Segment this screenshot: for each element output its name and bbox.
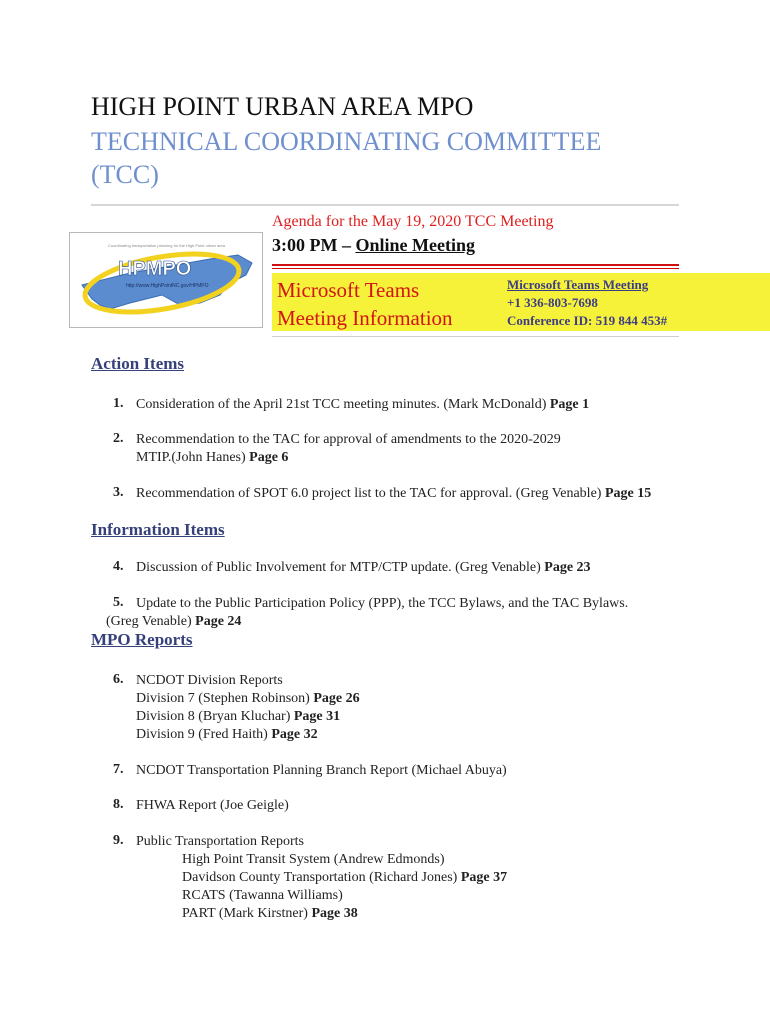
- agenda-date-line: Agenda for the May 19, 2020 TCC Meeting: [272, 213, 554, 230]
- transit-report-2: Davidson County Transportation (Richard Jones): [182, 870, 458, 885]
- division-7: Division 7 (Stephen Robinson): [136, 691, 310, 706]
- teams-conference-id: Conference ID: 519 844 453#: [507, 313, 668, 328]
- page-ref: Page 15: [604, 486, 652, 501]
- item-text-line-2: MTIP.(John Hanes): [136, 450, 246, 465]
- item-number: 3.: [113, 485, 124, 500]
- section-action-items: Action Items: [91, 354, 185, 373]
- item-number: 8.: [113, 797, 124, 812]
- item-text: Discussion of Public Involvement for MTP/CTP update. (Greg Venable): [136, 560, 541, 575]
- agenda-item-5: [106, 595, 756, 631]
- meeting-time: 3:00 PM –: [272, 235, 351, 255]
- section-information-items: Information Items: [91, 520, 225, 539]
- title-line-2: TECHNICAL COORDINATING COMMITTEE: [91, 127, 602, 156]
- item-text: Recommendation of SPOT 6.0 project list to the TAC for approval. (Greg Venable): [136, 486, 602, 501]
- item-title: Public Transportation Reports: [136, 834, 305, 849]
- logo-text: HPMPO: [118, 258, 192, 280]
- division-9: Division 9 (Fred Haith): [136, 727, 268, 742]
- teams-title: [277, 276, 497, 332]
- logo-tagline: Coordinating transportation planning for the High Point urban area: [108, 243, 225, 248]
- page-ref: Page 32: [271, 727, 318, 742]
- page-ref: Page 23: [544, 560, 591, 575]
- item-number: 7.: [113, 762, 124, 777]
- section-mpo-reports: MPO Reports: [91, 630, 193, 649]
- division-8: Division 8 (Bryan Kluchar): [136, 709, 291, 724]
- logo-url: http://www.HighPointNC.gov/HPMPO: [126, 283, 209, 289]
- nc-state-map-icon: [70, 233, 262, 327]
- teams-divider: [272, 336, 679, 337]
- red-divider-1: [272, 264, 679, 266]
- item-number: 1.: [113, 396, 124, 411]
- title-line-3: (TCC): [91, 160, 159, 189]
- transit-report-3: RCATS (Tawanna Williams): [182, 888, 343, 903]
- item-title: NCDOT Division Reports: [136, 673, 283, 688]
- agenda-item-2: [136, 431, 736, 467]
- teams-info-box: [272, 273, 770, 331]
- transit-report-1: High Point Transit System (Andrew Edmonds): [182, 852, 445, 867]
- page-ref: Page 26: [313, 691, 360, 706]
- red-divider-2: [272, 268, 679, 269]
- meeting-time-line: [272, 235, 475, 256]
- item-text-line-1: Recommendation to the TAC for approval of amendments to the 2020-2029: [136, 432, 561, 447]
- agenda-item-7: NCDOT Transportation Planning Branch Report (Michael Abuya): [136, 763, 507, 778]
- item-number: 2.: [113, 431, 124, 446]
- agenda-item-3: [136, 485, 756, 503]
- teams-title-line-2: Meeting Information: [277, 306, 453, 330]
- page-ref: Page 24: [195, 614, 242, 629]
- agenda-item-9: [136, 833, 736, 923]
- teams-phone: +1 336-803-7698: [507, 295, 598, 310]
- page-ref: Page 31: [293, 709, 341, 724]
- agenda-item-8: FHWA Report (Joe Geigle): [136, 798, 289, 813]
- item-number: 5.: [113, 595, 124, 610]
- hpmpo-logo: [69, 232, 263, 328]
- item-number: 6.: [113, 672, 124, 687]
- item-text-line-1: Update to the Public Participation Policy (PPP), the TCC Bylaws, and the TAC Bylaws.: [136, 596, 629, 611]
- page-ref: Page 1: [549, 397, 590, 412]
- teams-meeting-link[interactable]: Microsoft Teams Meeting: [507, 277, 649, 292]
- header-divider: [91, 204, 679, 206]
- teams-details: [507, 276, 667, 330]
- page-ref: Page 6: [249, 450, 289, 465]
- agenda-item-1: [136, 396, 756, 414]
- meeting-location: Online Meeting: [355, 235, 475, 255]
- item-text-line-2: (Greg Venable): [106, 614, 192, 629]
- agenda-item-4: [136, 559, 756, 577]
- title-line-1: HIGH POINT URBAN AREA MPO: [91, 92, 474, 121]
- item-number: 9.: [113, 833, 124, 848]
- item-number: 4.: [113, 559, 124, 574]
- transit-report-4: PART (Mark Kirstner): [182, 906, 308, 921]
- item-text: Consideration of the April 21st TCC meeting minutes. (Mark McDonald): [136, 397, 547, 412]
- page-ref: Page 38: [311, 906, 358, 921]
- page-ref: Page 37: [460, 870, 508, 885]
- teams-title-line-1: Microsoft Teams: [277, 278, 420, 302]
- agenda-item-6: [136, 672, 736, 744]
